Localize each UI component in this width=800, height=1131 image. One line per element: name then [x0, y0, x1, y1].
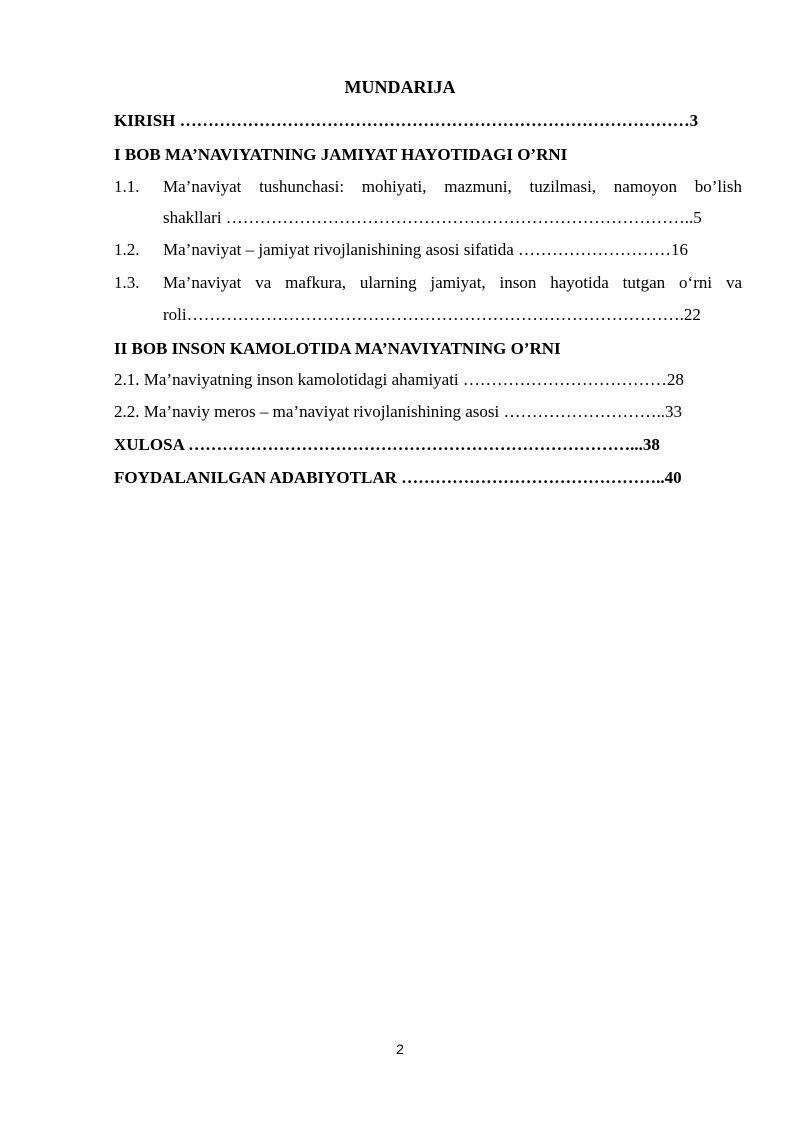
page-number: 2 [396, 1041, 404, 1057]
section-number: 1.3. [114, 273, 140, 292]
toc-entry-1-1-line2: shakllari ………………………………………………………………………..5 [163, 208, 702, 227]
toc-entry-kirish: KIRISH ………………………………………………………………………………3 [114, 111, 699, 130]
toc-entry-xulosa: XULOSA ……………………………………………………………………...38 [114, 435, 660, 454]
toc-entry-1-2-text: Ma’naviyat – jamiyat rivojlanishining asosi sifatida ………………………16 [163, 240, 689, 259]
toc-entry-1-3-line1: Ma’naviyat va mafkura, ularning jamiyat, inson hayotida tutgan o‘rni va [163, 273, 742, 292]
toc-entry-2-1: 2.1. Ma’naviyatning inson kamolotidagi ahamiyati ………………………………28 [114, 370, 684, 389]
section-number: 1.2. [114, 240, 140, 259]
toc-entry-adabiyotlar: FOYDALANILGAN ADABIYOTLAR ………………………………………..40 [114, 468, 682, 487]
toc-chapter-2: II BOB INSON KAMOLOTIDA MA’NAVIYATNING O’RNI [114, 339, 561, 358]
toc-entry-2-2: 2.2. Ma’naviy meros – ma’naviyat rivojlanishining asosi ………………………..33 [114, 402, 683, 421]
toc-entry-1-1-line1: Ma’naviyat tushunchasi: mohiyati, mazmuni, tuzilmasi, namoyon bo’lish [163, 177, 742, 196]
section-number: 1.1. [114, 177, 140, 196]
toc-entry-1-3-line2: roli…………………………………………………………………………….22 [163, 305, 701, 324]
toc-chapter-1: I BOB MA’NAVIYATNING JAMIYAT HAYOTIDAGI O’RNI [114, 145, 568, 164]
toc-title: MUNDARIJA [344, 77, 456, 97]
